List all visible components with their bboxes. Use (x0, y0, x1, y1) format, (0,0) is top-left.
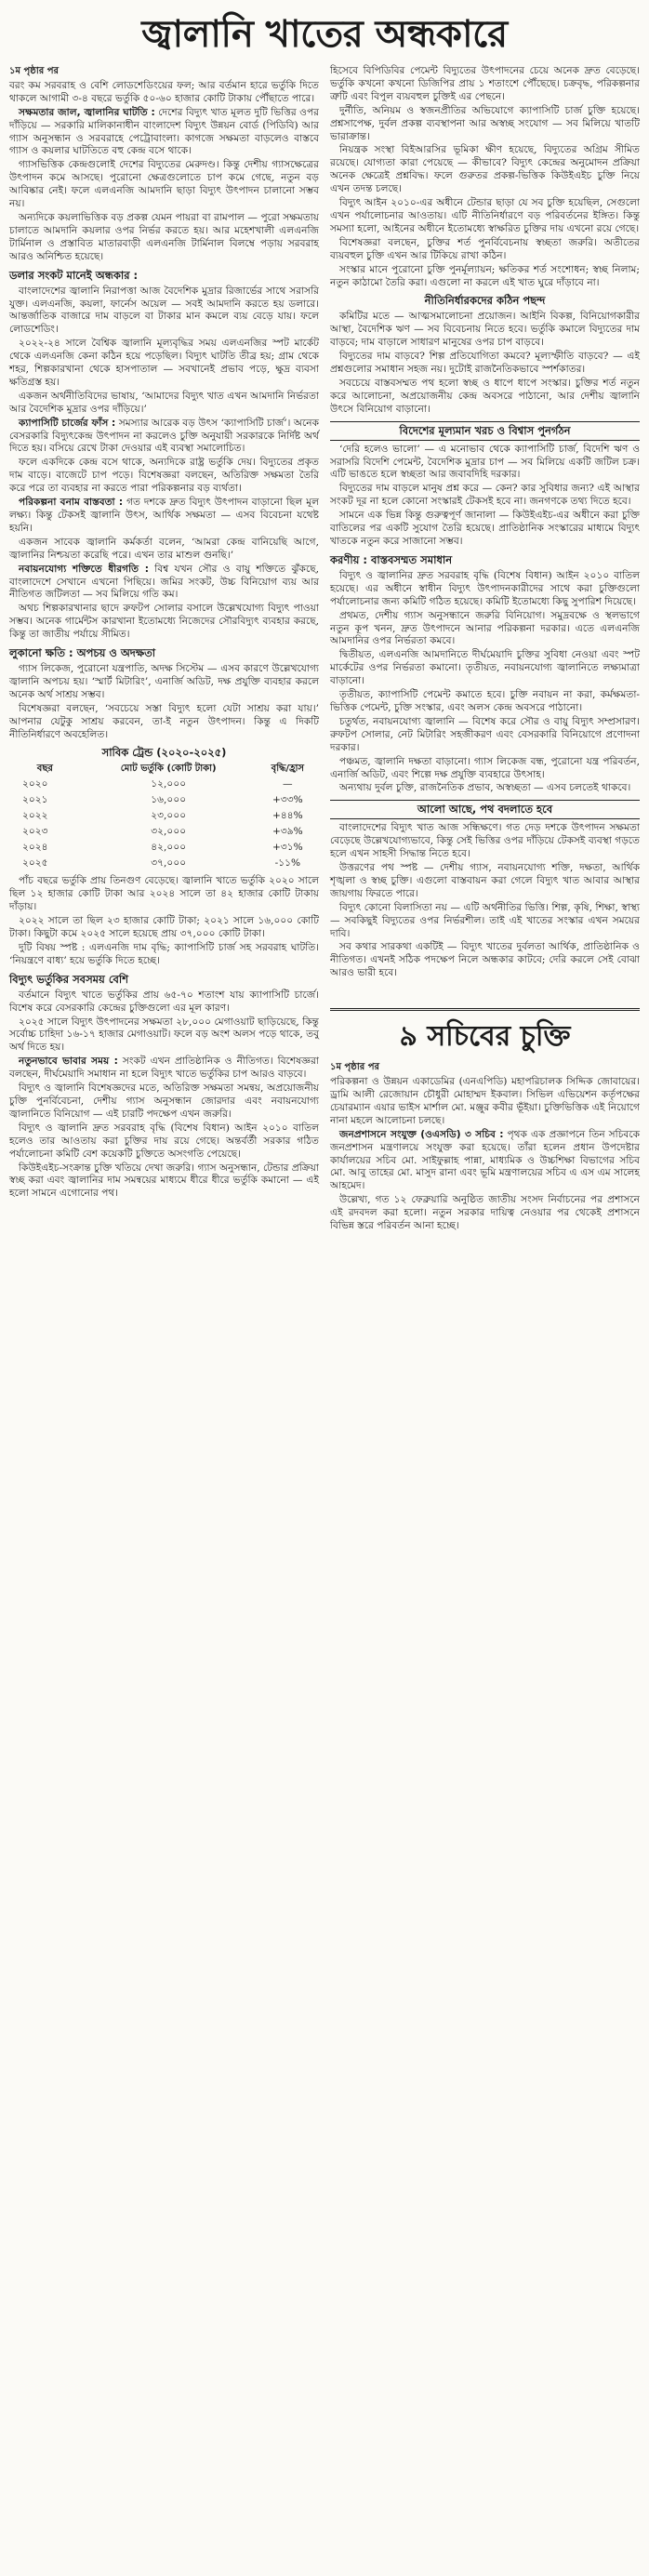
column-header: মোট ভর্তুকি (কোটি টাকা) (120, 764, 217, 775)
subheading: ডলার সংকট মানেই অন্ধকার : (9, 268, 139, 282)
table-title: সাবিক ট্রেন্ড (২০২০-২০২৫) (101, 745, 227, 759)
table-cell: ২০২৪ (22, 842, 48, 854)
paragraph: হিসেবে বিপিডিবির পেমেন্ট বিদ্যুতের উৎপাদনের চেয়ে অনেক দ্রুত বেড়েছে। ভর্তুকি কখনো কখনো ডিজিপির প্রায় ১ শতাংশে পৌঁছেছে। চক্রবৃদ্ধ, পরিকল্পনার ত্রুটি এবং বিপুল ব্যয়বহুল চুক্তিই এর পেছনে। (330, 65, 640, 102)
paragraph-text: দেশের বিদ্যুৎ খাত মূলত দুটি ভিত্তির ওপর দাঁড়িয়ে — সরকারি মালিকানাধীন বাংলাদেশ বিদ্যুৎ উন্নয়ন বোর্ড (পিডিবি) আর গ্যাস অনুসন্ধান ও সরবরাহে পেট্রোবাংলা। কাগজে সক্ষমতা বাড়লেও বাস্তবে গ্যাস ও কয়লার ঘাটতিতে বহু কেন্দ্র বসে থাকে। (9, 106, 319, 157)
subheading: বিদেশের মূল্যমান খরচ ও বিশ্বাস পুনর্গঠন (330, 421, 640, 441)
paragraph: দুটি বিষয় স্পষ্ট : এলএনজি দাম বৃদ্ধি; ক্যাপাসিটি চার্জ সহ সরবরাহ ঘাটতি। ‘নিয়ন্ত্রণে বাধ্য’ হয়ে ভর্তুকি দিতে হচ্ছে। (9, 941, 319, 966)
paragraph: বাংলাদেশের বিদ্যুৎ খাত আজ সন্ধিক্ষণে। গত দেড় দশকে উৎপাদন সক্ষমতা বেড়েছে উল্লেখযোগ্যভাবে, কিন্তু সেই ভিত্তির ওপর দাঁড়িয়ে টেকসই ব্যবস্থা গড়তে হলে এখন সাহসী সিদ্ধান্ত নিতে হবে। (330, 822, 640, 860)
paragraph: গ্যাসভিত্তিক কেন্দ্রগুলোই দেশের বিদ্যুতের মেরুদণ্ড। কিন্তু দেশীয় গ্যাসক্ষেত্রের উৎপাদন কমে আসছে। পুরোনো ক্ষেত্রগুলোতে চাপ কমে গেছে, নতুন বড় আবিষ্কার নেই। ফলে এলএনজি আমদানি ছাড়া বিদ্যুৎ উৎপাদন চালানো সম্ভব নয়। (9, 159, 319, 210)
paragraph: বিদ্যুৎ কোনো বিলাসিতা নয় — এটি অর্থনীতির ভিত্তি। শিল্প, কৃষি, শিক্ষা, স্বাস্থ্য — সবকিছুই বিদ্যুতের ওপর নির্ভরশীল। তাই এই খাতের সংস্কার এখন সময়ের দাবি। (330, 901, 640, 939)
paragraph: বর্তমানে বিদ্যুৎ খাতে ভর্তুকির প্রায় ৬৫-৭০ শতাংশ যায় ক্যাপাসিটি চার্জে। বিশেষ করে বেসরকারি কেন্দ্রের চুক্তিগুলো এর মূল কারণ। (9, 989, 319, 1014)
paragraph-text: সমস্যার আরেক বড় উৎস ‘ক্যাপাসিটি চার্জ’। অনেক বেসরকারি বিদ্যুৎকেন্দ্র উৎপাদন না করলেও চুক্তি অনুযায়ী সরকারকে নির্দিষ্ট অর্থ দিতে হয়। বসিয়ে রেখে টাকা দেওয়ার এই ব্যবস্থা সমালোচিত। (9, 417, 320, 455)
paragraph (330, 1129, 640, 1194)
table-cell: -১১% (274, 857, 301, 870)
table-cell: +৩১% (272, 842, 303, 854)
paragraph: ফলে একদিকে কেন্দ্র বসে থাকে, অন্যদিকে রাষ্ট্র ভর্তুকি দেয়। বিদ্যুতের প্রকৃত দাম বাড়ে। বাজেটে চাপ পড়ে। বিশেষজ্ঞরা বলছেন, অতিরিক্ত সক্ষমতা তৈরি করে পরে তা ব্যবহার না করতে পারা পরিকল্পনার বড় ব্যর্থতা। (9, 457, 319, 495)
table-cell: ৩৭,০০০ (151, 857, 187, 870)
continued-from-label: ১ম পৃষ্ঠার পর (9, 66, 59, 76)
paragraph: বিদ্যুৎ আইন ২০১০-এর অধীনে টেন্ডার ছাড়া যে সব চুক্তি হয়েছিল, সেগুলো এখন পর্যালোচনার আওতায়। এটি নীতিনির্ধারণে বড় পরিবর্তনের ইঙ্গিত। কিন্তু সমস্যা হলো, আইনের অধীনে ইতোমধ্যে স্বাক্ষরিত চুক্তির দায় এখনো রয়ে গেছে। (330, 197, 640, 234)
paragraph: উল্লেখ্য, গত ১২ ফেব্রুয়ারি অনুষ্ঠিত জাতীয় সংসদ নির্বাচনের পর প্রশাসনে এই রদবদল করা হলো। নতুন সরকার দায়িত্ব নেওয়ার পর থেকেই প্রশাসনে বিভিন্ন স্তরে পরিবর্তন আনা হচ্ছে। (330, 1194, 640, 1232)
article-columns (9, 65, 640, 1234)
table-cell: +৪৪% (272, 810, 303, 822)
paragraph: পঞ্চমত, জ্বালানি দক্ষতা বাড়ানো। গ্যাস লিকেজ বন্ধ, পুরোনো যন্ত্র পরিবর্তন, এনার্জি অডিট, এবং শিল্পে দক্ষ প্রযুক্তি ব্যবহারে উৎসাহ। (330, 755, 640, 780)
paragraph (9, 107, 319, 159)
table-cell: ২০২৩ (22, 826, 48, 838)
paragraph: ২০২৫ সালে বিদ্যুৎ উৎপাদনের সক্ষমতা ২৮,০০০ মেগাওয়াট ছাড়িয়েছে, কিন্তু সর্বোচ্চ চাহিদা ১৬-১৭ হাজার মেগাওয়াট। ফলে বড় অংশ অলস পড়ে থাকে, তবু অর্থ দিতে হয়। (9, 1016, 319, 1054)
table-cell: ২০২০ (22, 778, 48, 790)
table-row (9, 808, 319, 824)
table-row (9, 856, 319, 871)
paragraph (9, 418, 319, 457)
paragraph: একজন অর্থনীতিবিদের ভাষায়, ‘আমাদের বিদ্যুৎ খাত এখন আমদানি নির্ভরতা আর বৈদেশিক মুদ্রার ওপর দাঁড়িয়ে।’ (9, 390, 319, 415)
table-cell: ১২,০০০ (151, 778, 187, 790)
subheading: আলো আছে, পথ বদলাতে হবে (330, 800, 640, 819)
table-cell: +৩৩% (272, 794, 303, 806)
right-column (330, 65, 640, 1234)
paragraph: বিদ্যুৎ ও জ্বালানি দ্রুত সরবরাহ বৃদ্ধি (বিশেষ বিধান) আইন ২০১০ বাতিল হলেও তার আওতায় করা চুক্তির দায় রয়ে গেছে। অন্তর্বর্তী সরকার গঠিত পর্যালোচনা কমিটি বেশ কয়েকটি চুক্তিতে অসংগতি পেয়েছে। (9, 1122, 319, 1160)
table-header-row (9, 761, 319, 777)
table-row (9, 792, 319, 808)
column-header: বছর (36, 764, 53, 775)
table-cell: ২০২১ (22, 794, 48, 806)
paragraph (9, 564, 319, 603)
story-headline: ৯ সচিবের চুক্তি (330, 1008, 640, 1056)
run-in-heading: জনপ্রশাসনে সংযুক্ত (ওএসডি) ৩ সচিব : (339, 1128, 504, 1140)
subsidy-table (9, 761, 319, 871)
paragraph: বিদ্যুতের দাম বাড়বে? শিল্প প্রতিযোগিতা কমবে? মূল্যস্ফীতি বাড়বে? — এই প্রশ্নগুলোর সমাধান সহজ নয়। দুটোই রাজনৈতিকভাবে স্পর্শকাতর। (330, 351, 640, 376)
paragraph: গ্যাস লিকেজ, পুরোনো যন্ত্রপাতি, অদক্ষ সিস্টেম — এসব কারণে উল্লেখযোগ্য জ্বালানি অপচয় হয়। ‘স্মার্ট মিটারিং’, এনার্জি অডিট, দক্ষ প্রযুক্তি ব্যবহার করলে অনেক অর্থ সাশ্রয় সম্ভব। (9, 663, 319, 700)
subheading: বিদ্যুৎ ভর্তুকির সবসময় বেশি (9, 972, 128, 986)
paragraph: অথচ শিল্পকারখানার ছাদে রুফটপ সোলার বসালে উল্লেখযোগ্য বিদ্যুৎ পাওয়া সম্ভব। অনেক গার্মেন্টস কারখানা ইতোমধ্যে নিজেদের সৌরবিদ্যুৎ ব্যবহার করছে, কিন্তু তা জাতীয় পর্যায়ে সীমিত। (9, 603, 319, 641)
paragraph: ‘দেরি হলেও ভালো’ — এ মনোভাব থেকে ক্যাপাসিটি চার্জ, বিদেশি ঋণ ও সরাসরি বিদেশি পেমেন্ট, বৈদেশিক মুদ্রার চাপ — সব মিলিয়ে একটি জটিল চক্র। এটি ভাঙতে হলে স্বচ্ছতা আর জবাবদিহি দরকার। (330, 443, 640, 481)
table-cell: ২৩,০০০ (151, 810, 187, 822)
paragraph: প্রথমত, দেশীয় গ্যাস অনুসন্ধানে জরুরি বিনিয়োগ। সমুদ্রবক্ষে ও স্থলভাগে নতুন কূপ খনন, দ্রুত উৎপাদনে আনার পরিকল্পনা দরকার। এতে এলএনজি আমদানির ওপর নির্ভরতা কমবে। (330, 609, 640, 647)
run-in-heading: সক্ষমতার জাল, জ্বালানির ঘাটতি : (19, 106, 155, 118)
page-headline: জ্বালানি খাতের অন্ধকারে (141, 13, 508, 56)
run-in-heading: নতুনভাবে ভাবার সময় : (19, 1056, 118, 1068)
table-row (9, 840, 319, 856)
subheading: লুকানো ক্ষতি : অপচয় ও অদক্ষতা (9, 646, 156, 660)
paragraph: উত্তরণের পথ স্পষ্ট — দেশীয় গ্যাস, নবায়নযোগ্য শক্তি, দক্ষতা, আর্থিক শৃঙ্খলা ও স্বচ্ছ চুক্তি। এগুলো বাস্তবায়ন করা গেলে বিদ্যুৎ খাত আবার আস্থার জায়গায় ফিরতে পারে। (330, 862, 640, 899)
paragraph: কিউইএইচ-সংক্রান্ত চুক্তি খতিয়ে দেখা জরুরি। গ্যাস অনুসন্ধান, টেন্ডার প্রক্রিয়া স্বচ্ছ করা এবং জ্বালানির দাম সমন্বয়ের মাধ্যমে ধীরে ধীরে ভর্তুকি কমানো — এই হলো সামনে এগোনোর পথ। (9, 1162, 319, 1200)
paragraph: সংস্কার মানে পুরোনো চুক্তি পুনর্মূল্যায়ন; ক্ষতিকর শর্ত সংশোধন; স্বচ্ছ নিলাম; নতুন কাঠামো তৈরি করা। এগুলো না করলে এই খাত ঘুরে দাঁড়াবে না। (330, 263, 640, 288)
paragraph: বাংলাদেশের জ্বালানি নিরাপত্তা আজ বৈদেশিক মুদ্রার রিজার্ভের সাথে সরাসরি যুক্ত। এলএনজি, কয়লা, ফার্নেস অয়েল — সবই আমদানি করতে হয় ডলারে। আন্তর্জাতিক বাজারে দাম বাড়লে বা টাকার মান কমলে ব্যয় বেড়ে যায়। ফলে লোডশেডিং। (9, 285, 319, 336)
paragraph: সামনে এক ভিন্ন কিন্তু গুরুত্বপূর্ণ জানালা — কিউইএইচ-এর অধীনে করা চুক্তি বাতিলের পর একটি সুযোগ তৈরি হয়েছে। প্রাতিষ্ঠানিক সংস্কারের মাধ্যমে বিদ্যুৎ খাতকে নতুন করে সাজানো সম্ভব। (330, 510, 640, 547)
paragraph: পরিকল্পনা ও উন্নয়ন একাডেমির (এনএপিডি) মহাপরিচালক সিদ্দিক জোবায়ের। ড্রামি আলী রেজোয়ান চৌধুরী মোহাম্মদ ইকবাল। সিভিল এভিয়েশন কর্তৃপক্ষের চেয়ারম্যান এয়ার ভাইস মার্শাল মো. মঞ্জুর কবীর ভূঁইয়া। চুক্তিভিত্তিক এই নিয়োগে নানা মহলে আলোচনা চলছে। (330, 1076, 640, 1126)
paragraph: বিশেষজ্ঞরা বলছেন, চুক্তির শর্ত পুনর্বিবেচনায় স্বচ্ছতা জরুরি। অতীতের ব্যয়বহুল চুক্তি এখন আর টিকিয়ে রাখা কঠিন। (330, 236, 640, 261)
paragraph: কমিটির মতে — আত্মসমালোচনা প্রয়োজন। আইনি বিকল্প, বিনিয়োগকারীর আস্থা, বৈদেশিক ঋণ — সব বিবেচনায় নিতে হবে। ভর্তুকি কমালে বিদ্যুতের দাম বাড়বে; দাম বাড়ালে সাধারণ মানুষের ওপর চাপ বাড়বে। (330, 311, 640, 349)
paragraph (9, 1056, 319, 1082)
paragraph: বিশেষজ্ঞরা বলছেন, ‘সবচেয়ে সস্তা বিদ্যুৎ হলো যেটা সাশ্রয় করা যায়।’ আপনার যেটুকু সাশ্রয় করবেন, তা-ই নতুন উৎপাদন। কিন্তু এ দিকটি নীতিনির্ধারণে অবহেলিত। (9, 702, 319, 740)
subheading: করণীয় : বাস্তবসম্মত সমাধান (330, 552, 453, 566)
paragraph: চতুর্থত, নবায়নযোগ্য জ্বালানি — বিশেষ করে সৌর ও বায়ু বিদ্যুৎ সম্প্রসারণ। রুফটপ সোলার, নেট মিটারিং সহজীকরণ এবং বেসরকারি বিনিয়োগে প্রণোদনা দরকার। (330, 715, 640, 753)
table-cell: ২০২২ (22, 810, 48, 822)
paragraph: নিয়ন্ত্রক সংস্থা বিইআরসির ভূমিকা ক্ষীণ হয়েছে, বিদ্যুতের অগ্রিম সীমিত রয়েছে। যোগ্যতা কারা পেয়েছে — কীভাবে? বিদ্যুৎ কেন্দ্রের অনুমোদন প্রক্রিয়া অনেক ক্ষেত্রেই প্রশ্নবিদ্ধ। ফলে গুরুতর প্রকল্প-ভিত্তিক কিউইএইচ চুক্তি নিয়ে এখন তদন্ত চলছে। (330, 144, 640, 195)
table-cell: ১৬,০০০ (151, 794, 187, 806)
continued-from-label: ১ম পৃষ্ঠার পর (330, 1062, 379, 1073)
table-cell: — (283, 778, 293, 790)
run-in-heading: নবায়নযোগ্য শক্তিতে ধীরগতি : (19, 563, 149, 575)
paragraph: সবচেয়ে বাস্তবসম্মত পথ হলো স্বচ্ছ ও ধাপে ধাপে সংস্কার। চুক্তির শর্ত নতুন করে আলোচনা, অপ্রয়োজনীয় কেন্দ্র অবসরে পাঠানো, আর দেশীয় জ্বালানি উৎসে বিনিয়োগ বাড়ানো। (330, 377, 640, 415)
paragraph: বিদ্যুৎ ও জ্বালানি বিশেষজ্ঞদের মতে, অতিরিক্ত সক্ষমতা সমন্বয়, অপ্রয়োজনীয় চুক্তি পুনর্বিবেচনা, দেশীয় গ্যাস অনুসন্ধান জোরদার এবং নবায়নযোগ্য জ্বালানিতে বিনিয়োগ — এই চারটি পদক্ষেপ এখন জরুরি। (9, 1082, 319, 1120)
subheading: নীতিনির্ধারকদের কঠিন পছন্দ (424, 294, 546, 308)
table-cell: ২০২৫ (22, 857, 48, 870)
paragraph-text: গত দশকে দ্রুত বিদ্যুৎ উৎপাদন বাড়ানো ছিল মূল লক্ষ্য। কিন্তু টেকসই জ্বালানি উৎস, আর্থিক সক্ষমতা — এসব বিবেচনা যথেষ্ট হয়নি। (9, 497, 319, 534)
table-cell: ৩২,০০০ (151, 826, 187, 838)
paragraph: একজন সাবেক জ্বালানি কর্মকর্তা বলেন, ‘আমরা কেন্দ্র বানিয়েছি আগে, জ্বালানির নিশ্চয়তা করেছি পরে। এখন তার মাশুল গুনছি।’ (9, 536, 319, 561)
paragraph: বরং কম সরবরাহ ও বেশি লোডশেডিংয়ের ফল; আর বর্তমান হারে ভর্তুকি দিতে থাকলে আগামী ৩-৪ বছরে ভর্তুকি ৫০-৬০ হাজার কোটি টাকায় পৌঁছাতে পারে। (9, 79, 319, 104)
paragraph (9, 497, 319, 536)
column-header: বৃদ্ধি/হ্রাস (271, 764, 305, 775)
table-cell: ৪২,০০০ (151, 842, 187, 854)
run-in-heading: ক্যাপাসিটি চার্জের ফাঁস : (19, 417, 116, 429)
paragraph: বিদ্যুতের দাম বাড়লে মানুষ প্রশ্ন করে — কেন? কার সুবিধার জন্য? এই আস্থার সংকট দূর না হলে কোনো সংস্কারই টেকসই হবে না। জনগণকে তথ্য দিতে হবে। (330, 483, 640, 508)
paragraph: তৃতীয়ত, ক্যাপাসিটি পেমেন্ট কমাতে হবে। চুক্তি নবায়ন না করা, কর্মক্ষমতা-ভিত্তিক পেমেন্ট, চুক্তি সংস্কার, এবং অলস কেন্দ্র অবসরে পাঠানো। (330, 689, 640, 713)
paragraph: অন্যথায় দুর্বল চুক্তি, রাজনৈতিক প্রভাব, অস্বচ্ছতা — এসব চলতেই থাকবে। (339, 782, 631, 794)
paragraph: দুর্নীতি, অনিয়ম ও স্বজনপ্রীতির অভিযোগে ক্যাপাসিটি চার্জ চুক্তি হয়েছে। প্রশ্নসাপেক্ষ, দুর্বল প্রকল্প ব্যবস্থাপনা আর অস্বচ্ছ সংযোগ — সব মিলিয়ে খাতটি ভারাক্রান্ত। (330, 104, 640, 142)
paragraph: ২০২২-২৪ সালে বৈশ্বিক জ্বালানি মূল্যবৃদ্ধির সময় এলএনজির স্পট মার্কেট থেকে এলএনজি কেনা কঠিন হয়ে পড়েছিল। বিদ্যুৎ ঘাটতি তীব্র হয়; গ্রাম থেকে শহর, শিল্পকারখানা থেকে হাসপাতাল — সবখানেই প্রভাব পড়ে, ক্ষুদ্র ব্যবসা ক্ষতিগ্রস্ত হয়। (9, 338, 319, 388)
paragraph: পাঁচ বছরে ভর্তুকি প্রায় তিনগুণ বেড়েছে। জ্বালানি খাতে ভর্তুকি ২০২০ সালে ছিল ১২ হাজার কোটি টাকা আর ২০২৪ সালে তা ৪২ হাজার কোটি টাকায় দাঁড়ায়। (9, 875, 319, 913)
paragraph: সব কথার সারকথা একটিই — বিদ্যুৎ খাতের দুর্বলতা আর্থিক, প্রাতিষ্ঠানিক ও নীতিগত। এখনই সঠিক পদক্ষেপ নিলে অন্ধকার কাটবে; দেরি করলে সেই বোঝা আরও ভারী হবে। (330, 941, 640, 979)
paragraph: অন্যদিকে কয়লাভিত্তিক বড় প্রকল্প যেমন পায়রা বা রামপাল — পুরো সক্ষমতায় চালাতে আমদানি কয়লার ওপর নির্ভর করতে হয়। আর মহেশখালী এলএনজি টার্মিনাল ও প্রস্তাবিত মাতারবাড়ী এলএনজি টার্মিনাল বিলম্বে পড়ায় সরবরাহ আরও অনিশ্চিত হয়েছে। (9, 211, 319, 262)
paragraph: ২০২২ সালে তা ছিল ২৩ হাজার কোটি টাকা; ২০২১ সালে ১৬,০০০ কোটি টাকা। কিছুটা কমে ২০২৫ সালে হয়েছে প্রায় ৩৭,০০০ কোটি টাকা। (9, 915, 319, 940)
run-in-heading: পরিকল্পনা বনাম বাস্তবতা : (19, 497, 124, 509)
table-row (9, 824, 319, 840)
paragraph-text: বিশ্ব যখন সৌর ও বায়ু শক্তিতে ঝুঁকছে, বাংলাদেশে সেখানে এখনো পিছিয়ে। জমির সংকট, উচ্চ বিনিয়োগ ব্যয় আর নীতিগত জটিলতা — সব মিলিয়ে গতি কম। (9, 563, 319, 601)
paragraph: বিদ্যুৎ ও জ্বালানির দ্রুত সরবরাহ বৃদ্ধি (বিশেষ বিধান) আইন ২০১০ বাতিল হয়েছে। এর অধীনে স্বাধীন বিদ্যুৎ উৎপাদনকারীদের সাথে করা চুক্তিগুলো পর্যালোচনার জন্য কমিটি গঠিত হয়েছে। কমিটি ইতোমধ্যে কিছু সুপারিশ দিয়েছে। (330, 569, 640, 607)
paragraph: দ্বিতীয়ত, এলএনজি আমদানিতে দীর্ঘমেয়াদি চুক্তির সুবিধা নেওয়া এবং স্পট মার্কেটের ওপর নির্ভরতা কমানো। তৃতীয়ত, নবায়নযোগ্য জ্বালানিতে লক্ষ্যমাত্রা বাড়ানো। (330, 649, 640, 687)
paragraph-text: পৃথক এক প্রজ্ঞাপনে তিন সচিবকে জনপ্রশাসন মন্ত্রণালয়ে সংযুক্ত করা হয়েছে। তাঁরা হলেন প্রধান উপদেষ্টার কার্যালয়ের সচিব মো. সাইফুল্লাহ পান্না, মাধ্যমিক ও উচ্চশিক্ষা বিভাগের সচিব মো. আবু তাহের মো. মাসুদ রানা এবং ভূমি মন্ত্রণালয়ের সচিব এ এস এম সালেহ আহমেদ। (330, 1128, 640, 1192)
paragraph-text: সংকট এখন প্রাতিষ্ঠানিক ও নীতিগত। বিশেষজ্ঞরা বলছেন, দীর্ঘমেয়াদি সমাধান না হলে বিদ্যুৎ খাতে ভর্তুকির চাপ আরও বাড়বে। (9, 1056, 319, 1081)
left-column (9, 65, 319, 1202)
table-cell: +৩৯% (272, 826, 303, 838)
table-row (9, 777, 319, 792)
